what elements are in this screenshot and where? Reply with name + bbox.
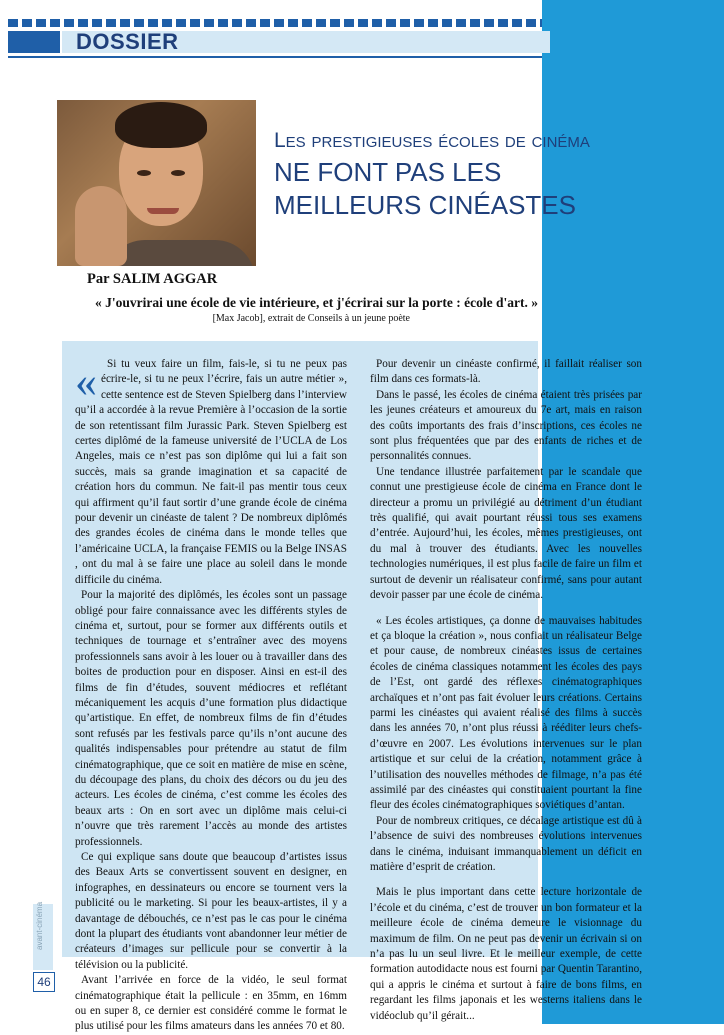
paragraph: Mais le plus important dans cette lecture horizontale de l’école et du cinéma, c’est de trouver un bon formateur et la meilleure école de cinéma demeure le visionnage du maximum de film. On ne peut pas devenir un écrivain si on n’a pas lu un seul livre. Et le meilleur exemple, de cette formation autodidacte nous est fourni par Quentin Tarantino, qui a appris le cinéma et surtout à faire de bons films, en regardant les films japonais et les westerns italiens dans le vidéoclub qu’il gérait...: [370, 886, 642, 1022]
opening-quote-mark: «: [75, 357, 97, 406]
magazine-name: avant-cinéma: [35, 901, 44, 950]
paragraph-gap: [370, 604, 642, 614]
portrait-eye: [171, 170, 185, 176]
header-tick-strip: [8, 19, 542, 27]
paragraph: Dans le passé, les écoles de cinéma étaient très prisées par les jeunes créateurs et amoureux du 7e art, mais en raison des coûts importants des frais d’inscriptions, ces écoles ne sont plus fréquentées que par des enfants de riches et de personnalités connues.: [370, 388, 642, 463]
header-square: [8, 31, 60, 53]
paragraph: Une tendance illustrée parfaitement par le scandale que connut une prestigieuse école de cinéma en France dont le directeur a promu un privilégié au détriment d’un étudiant très qualifié, qui avait pourtant réussi tous ses examens d’entrée. Aujourd’hui, les écoles, mêmes prestigieuses, ont du mal à trouver des étudiants. Avec les nouvelles technologies numériques, il est plus facile de faire un film et surtout de devenir un réalisateur confirmé, sans pour autant devoir passer par une école de cinéma.: [370, 465, 642, 602]
article-column-1: [75, 357, 347, 1035]
author-byline: Par SALIM AGGAR: [87, 271, 218, 287]
section-title: DOSSIER: [76, 29, 179, 54]
epigraph-source: [Max Jacob], extrait de Conseils à un jeune poète: [212, 313, 410, 324]
headline-line-3: MEILLEURS CINÉASTES: [274, 190, 576, 220]
portrait-eye: [137, 170, 151, 176]
epigraph-quote: « J'ouvrirai une école de vie intérieure, et j'écrirai sur la porte : école d'art. »: [95, 295, 538, 310]
portrait-hand: [75, 186, 127, 266]
paragraph: « Les écoles artistiques, ça donne de mauvaises habitudes et ça bloque la création », nous confiait un réalisateur Belge et pour cause, de nombreux cinéastes issus de certaines écoles de cinéma classiques notamment les écoles des pays de l’Est, ont gardé des réflexes cinématographiques archaïques et n’ont pas fait évoluer leurs créations. Certains parmi les cinéastes qui avaient réalisé des films à succès dans les années 70, n’ont plus réussi à rééditer leurs chefs-d’œuvre en 2007. Les évolutions intervenues sur le plan artistique et sur celui de la création, notamment grâce à l’utilisation des nouvelles méthodes de filmage, n’a pas été assimilé par des cinéastes qui constituaient pourtant la fine fleur des écoles cinématographiques soviétiques d’antan.: [370, 614, 642, 812]
paragraph-gap: [370, 875, 642, 885]
article-headline: [274, 126, 714, 222]
headline-line-2: NE FONT PAS LES: [274, 157, 502, 187]
portrait-hair: [115, 102, 207, 148]
paragraph: Pour la majorité des diplômés, les écoles sont un passage obligé pour faire connaissance avec les différents styles de cinéma et, surtout, pour se former aux différents outils et techniques de tournage et s’entraîner avec des moyens professionnels sans avoir à les louer ou à travailler dans des boites de production pour en disposer. Ainsi en est-il des films de fin d’études, souvent médiocres et reflétant mécaniquement les acquis d’une formation plus didactique qu’artistique. En effet, de nombreux films de fin d’études sont refusés par les festivals parce qu’ils n’ont aucune des qualités indispensables pour prétendre au statut de film cinématographique, que ce soit en matière de mise en scène, du découpage des plans, du choix des décors ou du jeu des acteurs. Les écoles de cinéma, c’est comme les écoles des beaux arts : On en sort avec un diplôme mais celui-ci n’ouvre que très rarement l’accès au monde des artistes professionnels.: [75, 589, 347, 848]
paragraph: Pour de nombreux critiques, ce décalage artistique est dû à l’absence de suivi des nombreuses évolutions intervenues dans le cinéma, induisant immanquablement un déficit en matière d’esprit de création.: [370, 814, 642, 873]
portrait-shirt: [105, 240, 255, 266]
headline-line-1: Les prestigieuses écoles de cinéma: [274, 129, 590, 152]
section-header: [8, 31, 720, 53]
portrait-mouth: [147, 208, 179, 214]
paragraph: Pour devenir un cinéaste confirmé, il faillait réaliser son film dans ces formats-là.: [370, 358, 642, 386]
paragraph: Si tu veux faire un film, fais-le, si tu ne peux pas écrire-le, si tu ne peux l’écrire, fais un autre métier », cette sentence est de Steven Spielberg dans l’interview qu’il a accordée à la revue Première à l’occasion de la sortie de son retentissant film Jurassic Park. Steven Spielberg est certes diplômé de la fameuse université de l’UCLA de Los Angeles, mais ce n’est pas son diplôme qui lui a fait son succès, mais sa grande imagination et sa capacité de création hors du commun. Ne fait-il pas mentir tous ceux qui affirment qu’il faut sortir d’une grande école de cinéma pour devenir un cinéaste de talent ? De nombreux diplômés des grandes écoles de cinéma dans le monde telles que l’américaine UCLA, la française FEMIS ou la Belge INSAS , ont du mal à se faire une place au soleil dans le monde difficile du cinéma.: [75, 358, 347, 586]
header-rule: [8, 56, 542, 58]
article-column-2: [370, 357, 642, 1024]
author-portrait: [57, 100, 256, 266]
paragraph: Ce qui explique sans doute que beaucoup d’artistes issus des Beaux Arts se convertissent souvent en designer, en infographes, en dessinateurs ou encore se tournent vers la publicité ou le marketing. Si pour les beaux-artistes, il y a davantage de débouchés, ce n’est pas le cas pour le cinéma dont la plupart des étudiants vont abandonner leur métier de créateurs d’images sur pellicule pour se convertir à la télévision ou la publicité.: [75, 851, 347, 971]
paragraph: Avant l’arrivée en force de la vidéo, le seul format cinématographique était la pellicule : en 35mm, en 16mm ou en super 8, ce dernier est considéré comme le format le plus utilisé pour les films amateurs dans les années 70 et 80.: [75, 974, 347, 1033]
page-number: 46: [33, 972, 55, 992]
